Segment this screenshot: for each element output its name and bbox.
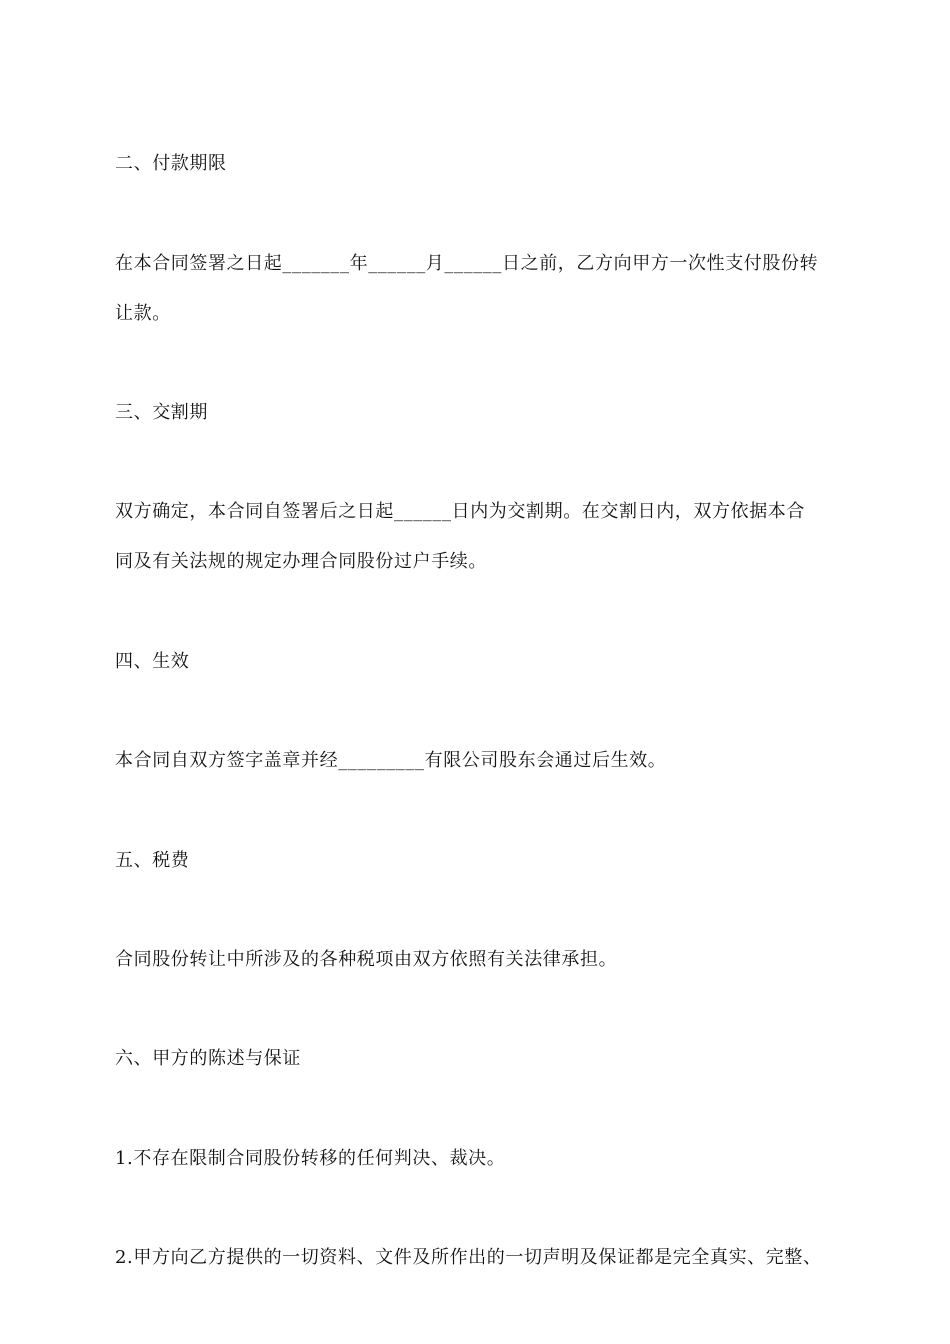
section-heading-payment-term: 二、付款期限 [115,153,227,174]
paragraph-delivery-line-2: 同及有关法规的规定办理合同股份过户手续。 [115,551,487,572]
section-heading-taxes: 五、税费 [115,850,190,871]
paragraph-payment-line-2: 让款。 [115,303,171,324]
list-item-2-line-1: 2.甲方向乙方提供的一切资料、文件及所作出的一切声明及保证都是完全真实、完整、 [115,1247,822,1268]
list-item-1: 1.不存在限制合同股份转移的任何判决、裁决。 [115,1148,506,1169]
paragraph-delivery-line-1: 双方确定，本合同自签署后之日起______日内为交割期。在交割日内，双方依据本合 [115,501,805,522]
section-heading-party-a-representations: 六、甲方的陈述与保证 [115,1048,301,1069]
paragraph-taxes: 合同股份转让中所涉及的各种税项由双方依照有关法律承担。 [115,949,618,970]
paragraph-payment-line-1: 在本合同签署之日起_______年______月______日之前，乙方向甲方一次性支付股份转 [115,253,819,274]
section-heading-delivery-period: 三、交割期 [115,402,208,423]
paragraph-effectiveness: 本合同自双方签字盖章并经_________有限公司股东会通过后生效。 [115,750,667,771]
section-heading-effectiveness: 四、生效 [115,651,190,672]
